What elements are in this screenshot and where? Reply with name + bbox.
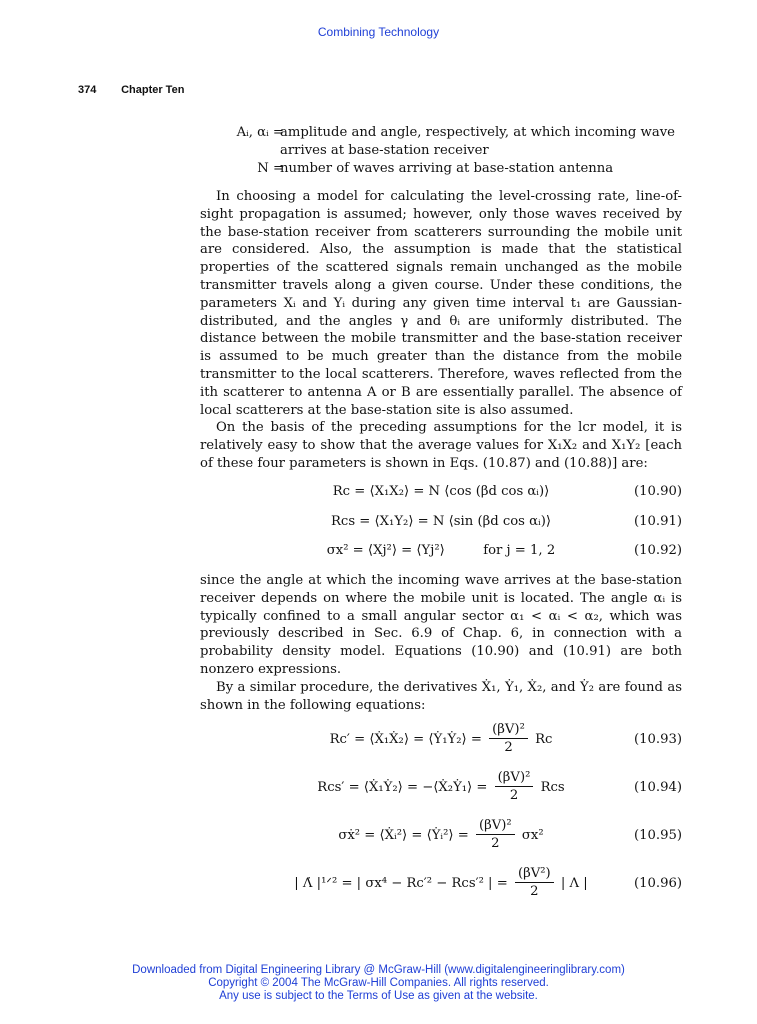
fraction-denominator: 2 (530, 884, 539, 899)
fraction-denominator: 2 (491, 836, 500, 851)
equation-expression (200, 818, 682, 853)
equation-rhs: Rc (535, 732, 553, 747)
definition-symbol: Aᵢ, αᵢ = (236, 125, 284, 140)
equation-expression (200, 866, 682, 901)
equation-lhs: | Λ̇ |¹ᐟ² = | σx⁴ − Rc′² − Rcs′² | = (294, 876, 508, 891)
footer-download-link[interactable]: Downloaded from Digital Engineering Library @ McGraw-Hill (www.digitalengineeringlibrary.com) (132, 964, 625, 976)
equation-expression (200, 543, 682, 558)
definition-continuation: arrives at base-station receiver (280, 143, 489, 158)
definitions-list (200, 124, 690, 178)
equation-fraction (495, 770, 534, 805)
definition-item (200, 160, 690, 178)
body-text-block-2 (200, 572, 682, 714)
equation-number: (10.93) (633, 732, 682, 747)
equation-expression: Rcs = ⟨X₁Y₂⟩ = N ⟨sin (βd cos αᵢ)⟩ (331, 514, 551, 529)
definition-item (200, 124, 690, 160)
equation-expression (200, 722, 682, 757)
equation-number: (10.96) (633, 876, 682, 891)
equation-number: (10.94) (633, 780, 682, 795)
equation-10-92 (200, 543, 682, 563)
paragraph: On the basis of the preceding assumptions for the lcr model, it is relatively easy to show that the average values for X₁X₂ and X₁Y₂ [each of these four parameters is shown in Eqs. (10.87) and (10.88)] are: (200, 420, 682, 471)
equation-number: (10.95) (633, 828, 682, 843)
equation-lhs: σx² = ⟨Xj²⟩ = ⟨Yj²⟩ (326, 543, 445, 558)
equation-rhs: | Λ | (560, 876, 588, 891)
equation-number: (10.91) (633, 514, 682, 529)
equation-10-94 (200, 770, 682, 810)
definition-text: amplitude and angle, respectively, at which incoming wave (280, 125, 675, 140)
source-header-link[interactable]: Combining Technology (317, 25, 440, 39)
footer-terms-link[interactable]: Any use is subject to the Terms of Use as given at the website. (219, 990, 538, 1002)
definition-text: number of waves arriving at base-station antenna (280, 161, 614, 176)
paragraph: since the angle at which the incoming wave arrives at the base-station receiver depends on where the mobile unit is located. The angle αᵢ is typically confined to a small angular sector α₁ < αᵢ < α₂, which was previously described in Sec. 6.9 of Chap. 6, in connection with a probability density model. Equations (10.90) and (10.91) are both nonzero expressions. (200, 573, 682, 677)
fraction-denominator: 2 (509, 788, 519, 803)
equation-lhs: σẋ² = ⟨Ẋᵢ²⟩ = ⟨Ẏᵢ²⟩ = (338, 828, 469, 843)
equation-10-96 (200, 866, 682, 906)
fraction-denominator: 2 (504, 740, 513, 755)
fraction-numerator: (βV²) (515, 866, 554, 883)
body-text-block (200, 188, 682, 473)
equation-fraction (489, 722, 528, 757)
equation-10-95 (200, 818, 682, 858)
equation-10-93 (200, 722, 682, 762)
equation-rhs: σx² (521, 828, 544, 843)
running-head (78, 84, 184, 96)
equation-rhs: Rcs (540, 780, 565, 795)
equation-expression (200, 770, 682, 805)
equation-lhs: Rc′ = ⟨Ẋ₁Ẋ₂⟩ = ⟨Ẏ₁Ẏ₂⟩ = (329, 732, 482, 747)
chapter-title: Chapter Ten (121, 84, 185, 96)
equation-lhs: Rcs′ = ⟨Ẋ₁Ẏ₂⟩ = −⟨Ẋ₂Ẏ₁⟩ = (317, 780, 488, 795)
equation-10-91 (200, 514, 682, 534)
equation-expression: Rc = ⟨X₁X₂⟩ = N ⟨cos (βd cos αᵢ)⟩ (332, 484, 550, 499)
definition-symbol: N = (257, 161, 284, 176)
footer-copyright[interactable]: Copyright © 2004 The McGraw-Hill Companies. All rights reserved. (208, 977, 549, 989)
fraction-numerator: (βV)² (489, 722, 528, 739)
fraction-numerator: (βV)² (476, 818, 515, 835)
equation-fraction (476, 818, 515, 853)
fraction-numerator: (βV)² (495, 770, 534, 787)
paragraph: In choosing a model for calculating the level-crossing rate, line-of-sight propagation is assumed; however, only those waves received by the base-station receiver from scatterers surrounding the mobile unit are considered. Also, the assumption is made that the statistical properties of the scattered signals remain unchanged as the mobile transmitter travels along a given course. Under these conditions, the parameters Xᵢ and Yᵢ during any given time interval t₁ are Gaussian-distributed, and the angles γ and θᵢ are uniformly distributed. The distance between the mobile transmitter and the base-station receiver is assumed to be much greater than the distance from the mobile transmitter to the local scatterers. Therefore, waves reflected from the ith scatterer to antenna A or B are essentially parallel. The absence of local scatterers at the base-station site is also assumed. (200, 189, 682, 418)
paragraph: By a similar procedure, the derivatives Ẋ₁, Ẏ₁, Ẋ₂, and Ẏ₂ are found as shown in the following equations: (200, 679, 682, 713)
equation-10-90 (200, 484, 682, 504)
equation-condition: for j = 1, 2 (483, 543, 556, 558)
equation-fraction (515, 866, 554, 901)
equation-number: (10.92) (633, 543, 682, 558)
download-footer[interactable] (0, 964, 757, 1003)
equation-number: (10.90) (633, 484, 682, 499)
page-number: 374 (78, 84, 97, 96)
